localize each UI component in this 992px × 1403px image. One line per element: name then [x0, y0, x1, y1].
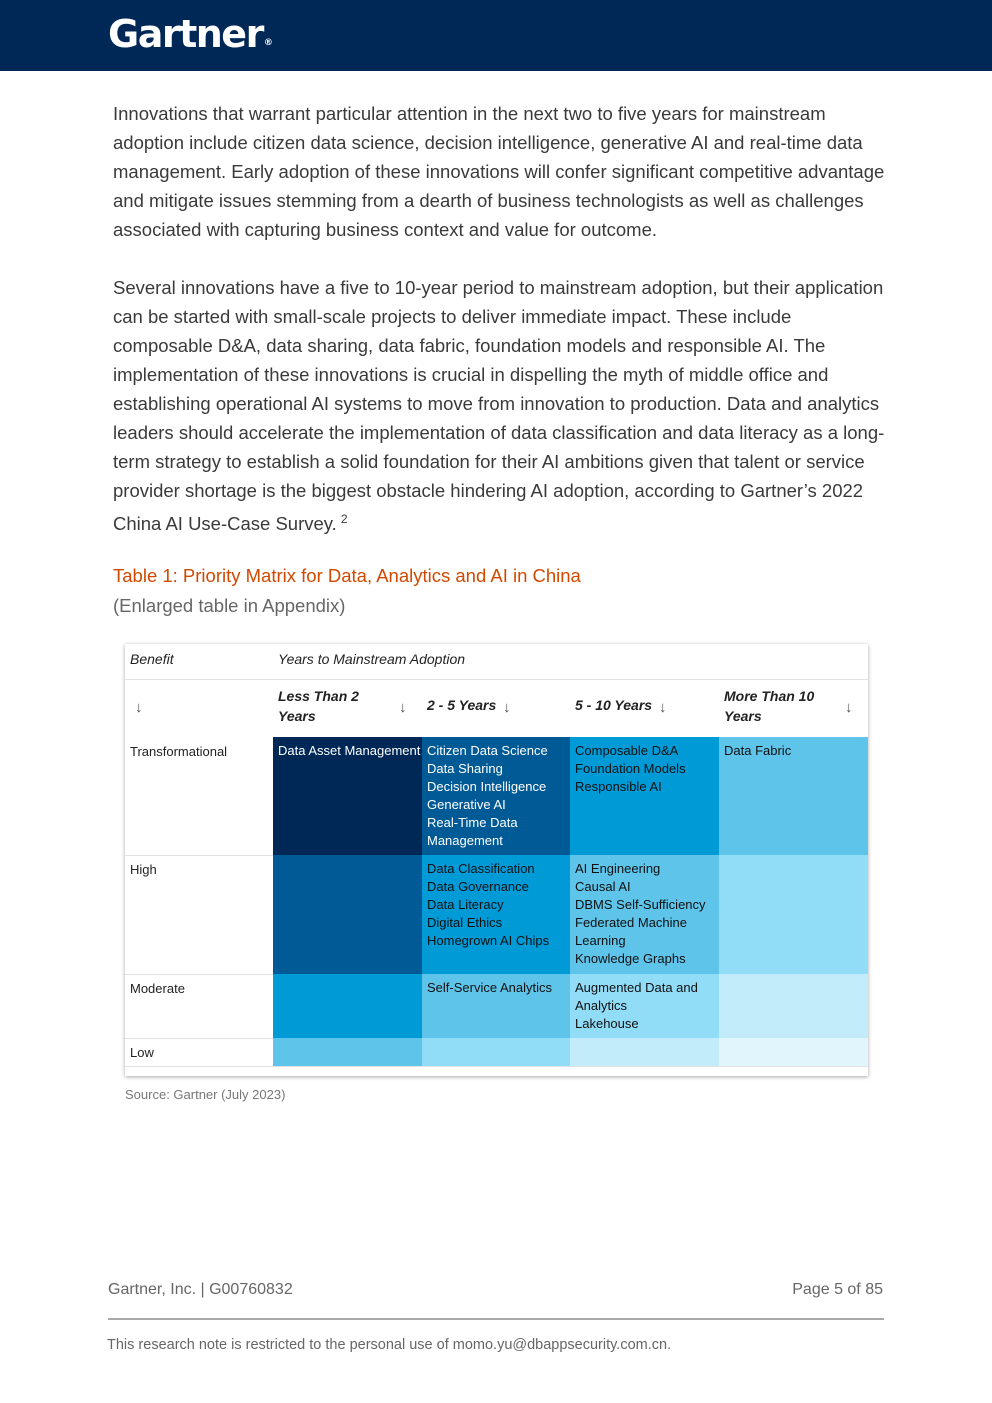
- footer-page-number: Page 5 of 85: [792, 1281, 883, 1298]
- matrix-item: Foundation Models: [575, 761, 686, 776]
- matrix-cell: [422, 974, 571, 1038]
- matrix-cell: [719, 737, 868, 855]
- row-label-1: High: [130, 862, 157, 877]
- matrix-item: Causal AI: [575, 879, 631, 894]
- matrix-cell: [273, 1038, 422, 1066]
- matrix-item: AI Engineering: [575, 861, 661, 876]
- matrix-item: Citizen Data Science: [427, 743, 548, 758]
- column-header-label: Less Than 2 Years: [278, 688, 359, 724]
- sort-arrow-icon[interactable]: ↓: [659, 699, 667, 716]
- matrix-cell: [570, 1038, 719, 1066]
- matrix-item: Data Classification: [427, 861, 535, 876]
- matrix-cell: [273, 737, 422, 855]
- matrix-item: Data Governance: [427, 879, 529, 894]
- matrix-item: Responsible AI: [575, 779, 662, 794]
- matrix-cell: [422, 1038, 571, 1066]
- column-header-label: 5 - 10 Years: [575, 697, 653, 713]
- matrix-cell: [570, 974, 719, 1038]
- body-paragraph-1: Innovations that warrant particular attention in the next two to five years for mainstream adoption include citizen data science, decision intelligence, generative AI and real-time data management. Early adoption of these innovations will confer significant competitive advantage and mitigate issues stemming from a dearth of business technologists as well as challenges associated with capturing business context and value for outcome.: [113, 103, 885, 240]
- row-label-0: Transformational: [130, 744, 228, 759]
- matrix-cell: [570, 737, 719, 855]
- table-title: Table 1: Priority Matrix for Data, Analytics and AI in China: [113, 565, 581, 586]
- matrix-cell: [570, 855, 719, 974]
- footnote-ref[interactable]: 2: [340, 512, 348, 526]
- matrix-cell: [719, 1038, 868, 1066]
- row-divider: [125, 855, 273, 856]
- matrix-cell: [719, 855, 868, 974]
- gartner-logo: Gartner®: [108, 12, 273, 56]
- matrix-item: Lakehouse: [575, 1016, 639, 1031]
- column-header-3[interactable]: [719, 680, 867, 737]
- footer-doc-id: Gartner, Inc. | G00760832: [108, 1281, 293, 1298]
- row-divider: [125, 974, 273, 975]
- matrix-item: Federated Machine Learning: [575, 915, 688, 948]
- matrix-cell: [422, 855, 571, 974]
- matrix-item: Self-Service Analytics: [427, 980, 552, 995]
- matrix-item: Homegrown AI Chips: [427, 933, 550, 948]
- matrix-item: Data Literacy: [427, 897, 504, 912]
- column-header-1[interactable]: [422, 680, 570, 737]
- column-header-label: More Than 10 Years: [724, 688, 815, 724]
- matrix-item: Digital Ethics: [427, 915, 503, 930]
- row-label-3: Low: [130, 1045, 154, 1060]
- matrix-item: Data Sharing: [427, 761, 503, 776]
- sort-arrow-icon[interactable]: ↓: [845, 699, 853, 716]
- matrix-item: Data Fabric: [724, 743, 792, 758]
- column-header-0[interactable]: [273, 680, 421, 737]
- matrix-item: DBMS Self-Sufficiency: [575, 897, 706, 912]
- sort-arrow-icon[interactable]: ↓: [399, 699, 407, 716]
- page-header: [0, 0, 992, 71]
- column-header-2[interactable]: [570, 680, 718, 737]
- matrix-cell: [719, 974, 868, 1038]
- row-divider: [125, 1038, 273, 1039]
- benefit-sort-arrow-icon[interactable]: ↓: [135, 699, 143, 716]
- matrix-item: Real-Time Data Management: [427, 815, 518, 848]
- matrix-item: Composable D&A: [575, 743, 679, 758]
- table-bottom-rule: [125, 1066, 868, 1067]
- matrix-cell: [422, 737, 571, 855]
- matrix-cell: [273, 974, 422, 1038]
- matrix-item: Augmented Data and Analytics: [575, 980, 698, 1013]
- matrix-item: Generative AI: [427, 797, 506, 812]
- benefit-header: Benefit: [130, 651, 174, 667]
- column-header-label: 2 - 5 Years: [427, 697, 497, 713]
- matrix-item: Knowledge Graphs: [575, 951, 686, 966]
- years-header: Years to Mainstream Adoption: [278, 651, 466, 667]
- row-label-2: Moderate: [130, 981, 185, 996]
- footer-divider: [108, 1318, 884, 1320]
- body-paragraph-2: Several innovations have a five to 10-year period to mainstream adoption, but their application can be started with small-scale projects to deliver immediate impact. These include composable D&A, data sharing, data fabric, foundation models and responsible AI. The implementation of these innovations is crucial in dispelling the myth of middle office and establishing operational AI systems to move from innovation to production. Data and analytics leaders should accelerate the implementation of data classification and data literacy as a long-term strategy to establish a solid foundation for their AI ambitions given that talent or service provider shortage is the biggest obstacle hindering AI adoption, according to Gartner’s 2022 China AI Use-Case Survey. $^2$: [113, 277, 885, 534]
- sort-arrow-icon[interactable]: ↓: [503, 699, 511, 716]
- table-source: Source: Gartner (July 2023): [125, 1087, 286, 1102]
- matrix-item: Data Asset Management: [278, 743, 421, 758]
- priority-matrix: [125, 644, 868, 1076]
- usage-restriction-note: This research note is restricted to the personal use of momo.yu@dbappsecurity.com.cn.: [107, 1337, 672, 1353]
- matrix-item: Decision Intelligence: [427, 779, 547, 794]
- matrix-cell: [273, 855, 422, 974]
- table-note: (Enlarged table in Appendix): [113, 595, 346, 616]
